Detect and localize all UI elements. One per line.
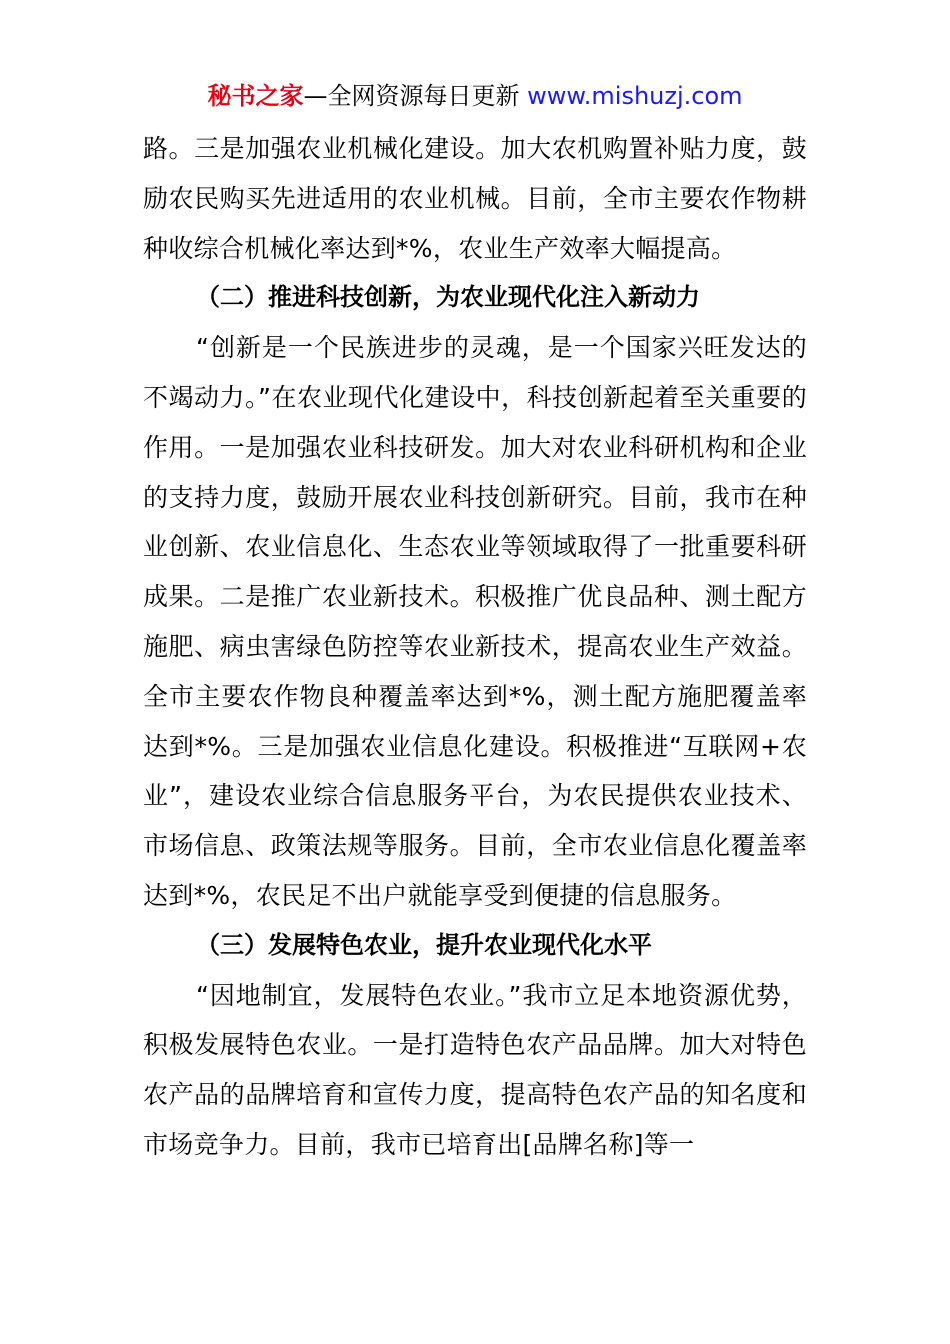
paragraph-mechanization: 路。三是加强农业机械化建设。加大农机购置补贴力度，鼓励农民购买先进适用的农业机械。目前，全市主要农作物耕种收综合机械化率达到*%，农业生产效率大幅提高。	[143, 134, 807, 263]
section-heading-specialty-agriculture: （三）发展特色农业，提升农业现代化水平	[196, 930, 652, 959]
paragraph-specialty-agriculture: “因地制宜，发展特色农业。”我市立足本地资源优势，积极发展特色农业。一是打造特色农产品品牌。加大对特色农产品的品牌培育和宣传力度，提高特色农产品的知名度和市场竞争力。目前，我市已培育出[品牌名称]等一	[143, 980, 807, 1159]
document-body	[143, 124, 807, 1170]
site-tagline: —全网资源每日更新	[303, 82, 528, 110]
site-header	[0, 80, 950, 112]
site-brand: 秘书之家	[207, 82, 304, 110]
site-url[interactable]: www.mishuzj.com	[527, 82, 743, 110]
paragraph-tech-innovation: “创新是一个民族进步的灵魂，是一个国家兴旺发达的不竭动力。”在农业现代化建设中，科技创新起着至关重要的作用。一是加强农业科技研发。加大对农业科研机构和企业的支持力度，鼓励开展农业科技创新研究。目前，我市在种业创新、农业信息化、生态农业等领域取得了一批重要科研成果。二是推广农业新技术。积极推广优良品种、测土配方施肥、病虫害绿色防控等农业新技术，提高农业生产效益。全市主要农作物良种覆盖率达到*%，测土配方施肥覆盖率达到*%。三是加强农业信息化建设。积极推进“互联网+农业”，建设农业综合信息服务平台，为农民提供农业技术、市场信息、政策法规等服务。目前，全市农业信息化覆盖率达到*%，农民足不出户就能享受到便捷的信息服务。	[143, 333, 807, 910]
section-heading-tech-innovation: （二）推进科技创新，为农业现代化注入新动力	[196, 283, 700, 312]
